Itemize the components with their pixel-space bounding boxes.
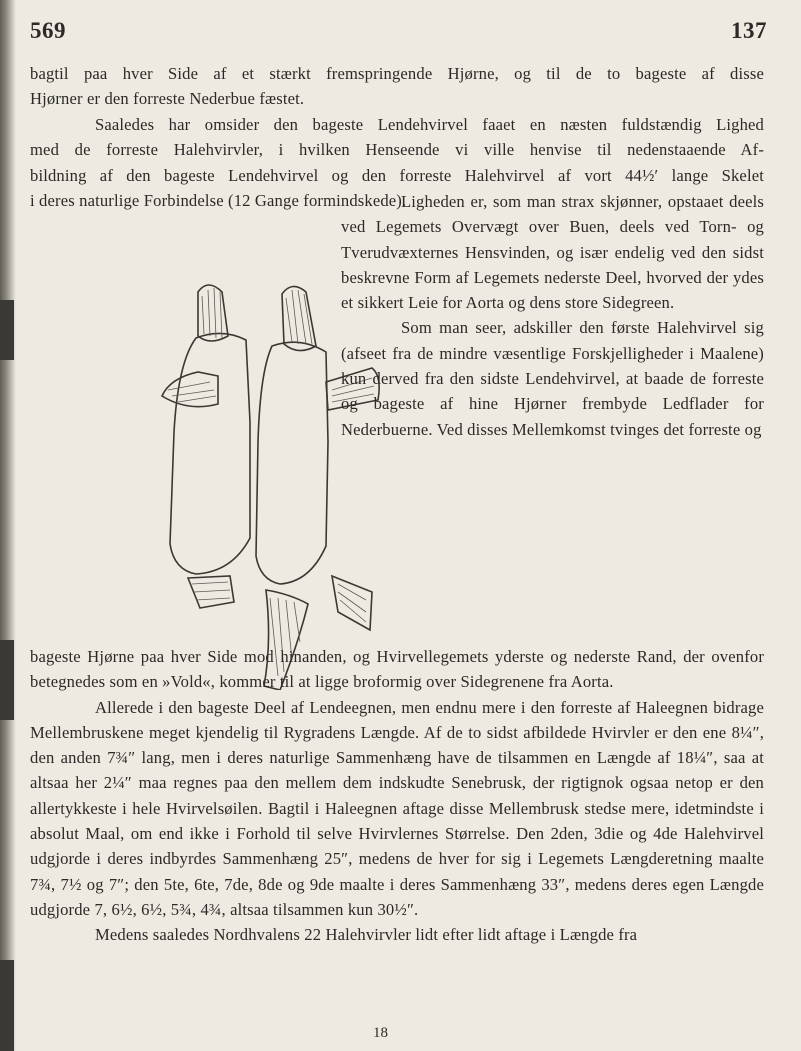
paragraph: Som man seer, adskiller den første Halehvirvel sig (afseet fra de mindre væsentlige Forskjelligheder i Maalene) kun derved fra den sidste Lendehvirvel, at baade de forreste og bageste af hine Hjørner frembyde Ledflader for Nederbuerne. Ved disses Mellemkomst tvinges det forreste og [341,318,764,439]
page-number: 137 [731,18,767,43]
paragraph-beside-figure [341,189,764,442]
paragraph-group [30,644,764,948]
paragraph-continued [30,61,764,112]
text-line: i deres naturlige Forbindelse (12 Gange formindskede). [30,190,407,210]
edge-shadow [0,960,14,1051]
signature-mark: 18 [373,1025,388,1041]
text-line: Hjørner er den forreste Nederbue fæstet. [30,89,305,109]
paragraph: Allerede i den bageste Deel af Lendeegnen, men endnu mere i den forreste af Haleegnen bidrage Mellembruskene meget kjendelig til Rygradens Længde. Af de to sidst afbildede Hvirvler er den ene 8¼″, den anden 7¾″ lang, men i deres naturlige Sammenhæng have de tilsammen en Længde af 18¼″, saa at altsaa her 2¼″ maa regnes paa den mellem dem indskudte Senebrusk, der rigtignok ogsaa netop er den allertykkeste i hele Hvirvelsøilen. Bagtil i Haleegnen aftage disse Mellembrusk stedse mere, idetmindste i absolut Maal, om end ikke i Forhold til selve Hvirvlernes Størrelse. Den 2den, 3die og 4de Halehvirvel udgjorde i deres indbyrdes Sammenhæng 25″, medens de hver for sig i Legemets Længderetning maalte 7¾, 7½ og 7″; den 5te, 6te, 7de, 8de og 9de maalte i deres Sammenhæng 33″, medens deres egen Længde udgjorde 7, 6½, 6½, 5¾, 4¾, altsaa tilsammen kun 30½″. [30,697,764,919]
paragraph: Medens saaledes Nordhvalens 22 Halehvirvler lidt efter lidt aftage i Længde fra [95,925,638,945]
binding-gutter [0,0,16,1051]
paragraph: bageste Hjørne paa hver Side mod hinanden, og Hvirvellegemets yderste og nederste Rand, der ovenfor betegnedes som en »Vold«, kommer til at ligge broformig over Sidegrenene fra Aorta. [30,647,764,692]
text-line: med de forreste Halehvirvler, i hvilken Henseende vi ville henvise til nedenstaaende Af- [30,140,764,160]
text-line: Saaledes har omsider den bageste Lendehvirvel faaet en næsten fuldstændig Lighed [95,115,764,134]
text-line: bildning af den bageste Lendehvirvel og den forreste Halehvirvel af vort 44½′ lange Skelet [30,165,764,185]
edge-shadow [0,300,14,360]
paragraph: Ligheden er, som man strax skjønner, opstaaet deels ved Legemets Overvægt over Buen, deels ved Torn- og Tverudvæxternes Hensvinden, og især endelig ved den sidst beskrevne Form af Legemets nederste Deel, hvorved der ydes et sikkert Leie for Aorta og dens store Sidegreen. [341,192,764,313]
edge-shadow [0,640,14,720]
old-page-number: 569 [30,18,66,43]
text-line: bagtil paa hver Side af et stærkt fremspringende Hjørne, og til de to bageste af disse [30,64,764,83]
